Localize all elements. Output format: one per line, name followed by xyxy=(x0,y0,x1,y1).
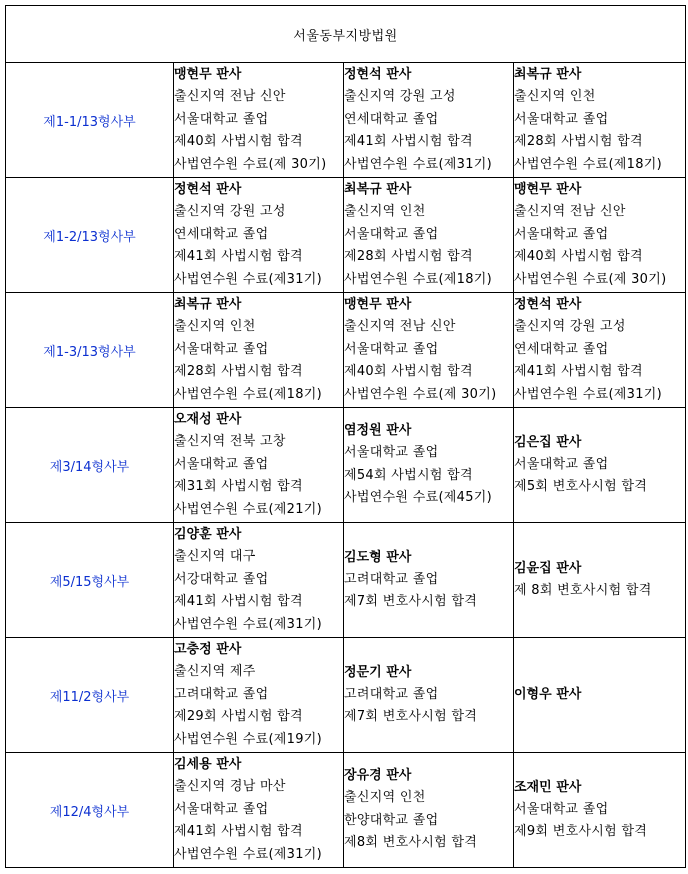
judge-detail-line: 사법연수원 수료(제 30기) xyxy=(344,386,497,402)
judge-detail-line: 사법연수원 수료(제31기) xyxy=(174,846,323,862)
division-label: 제1-1/13형사부 xyxy=(6,63,174,178)
judge-detail-line: 출신지역 대구 xyxy=(174,549,256,564)
judge-detail-line: 사법연수원 수료(제18기) xyxy=(514,156,663,172)
judge-cell xyxy=(174,638,344,753)
judge-detail-line: 제8회 변호사시험 합격 xyxy=(344,835,478,851)
judge-name: 맹현무 판사 xyxy=(174,67,242,82)
division-row xyxy=(6,293,686,408)
division-label: 제3/14형사부 xyxy=(6,408,174,523)
judge-detail-line: 제5회 변호사시험 합격 xyxy=(514,479,648,494)
judge-detail-line: 제41회 사법시험 합격 xyxy=(174,249,303,264)
judge-name: 최복규 판사 xyxy=(344,182,412,197)
judge-cell xyxy=(344,523,514,638)
judge-detail-line: 출신지역 인천 xyxy=(174,319,256,334)
judge-name: 고충정 판사 xyxy=(174,642,242,657)
judge-detail-line: 출신지역 전남 신안 xyxy=(344,319,456,334)
judge-detail-line: 사법연수원 수료(제45기) xyxy=(344,490,493,506)
judge-detail-line: 제41회 사법시험 합격 xyxy=(174,594,303,609)
judge-detail-line: 사법연수원 수료(제18기) xyxy=(344,271,493,287)
judge-detail-line: 사법연수원 수료(제19기) xyxy=(174,731,323,747)
judge-name: 염정원 판사 xyxy=(344,423,412,439)
judge-detail-line: 제9회 변호사시험 합격 xyxy=(514,824,648,839)
judge-detail-line: 서울대학교 졸업 xyxy=(344,226,439,242)
division-row xyxy=(6,753,686,868)
judge-cell xyxy=(174,63,344,178)
judge-detail-line: 연세대학교 졸업 xyxy=(174,226,269,242)
judge-name: 김윤집 판사 xyxy=(514,560,582,576)
judge-cell xyxy=(514,293,686,408)
judge-cell xyxy=(344,753,514,868)
judge-name: 최복규 판사 xyxy=(174,297,242,312)
judge-name: 이형우 판사 xyxy=(514,687,582,702)
division-row xyxy=(6,638,686,753)
judge-detail-line: 제 8회 변호사시험 합격 xyxy=(514,582,652,598)
judge-cell xyxy=(514,753,686,868)
judge-detail-line: 출신지역 전남 신안 xyxy=(174,89,286,104)
judge-name: 정현석 판사 xyxy=(514,297,582,312)
judge-detail-line: 사법연수원 수료(제31기) xyxy=(174,271,323,287)
judge-detail-line: 연세대학교 졸업 xyxy=(344,111,439,127)
judge-detail-line: 서울대학교 졸업 xyxy=(174,456,269,472)
judge-table xyxy=(5,5,686,868)
division-row xyxy=(6,63,686,178)
judge-detail-line: 출신지역 인천 xyxy=(514,89,596,104)
judge-detail-line: 서울대학교 졸업 xyxy=(514,226,609,242)
judge-name: 정현석 판사 xyxy=(174,182,242,197)
judge-detail-line: 서울대학교 졸업 xyxy=(514,456,609,472)
judge-detail-line: 출신지역 인천 xyxy=(344,790,426,806)
judge-detail-line: 서울대학교 졸업 xyxy=(344,445,439,461)
division-row xyxy=(6,178,686,293)
judge-name: 맹현무 판사 xyxy=(514,182,582,197)
judge-cell xyxy=(174,293,344,408)
court-title: 서울동부지방법원 xyxy=(6,6,686,63)
judge-name: 오재성 판사 xyxy=(174,412,242,427)
judge-cell xyxy=(344,293,514,408)
judge-detail-line: 제7회 변호사시험 합격 xyxy=(344,594,478,609)
division-row xyxy=(6,523,686,638)
judge-name: 장유경 판사 xyxy=(344,768,412,784)
judge-detail-line: 제7회 변호사시험 합격 xyxy=(344,709,478,724)
judge-detail-line: 서강대학교 졸업 xyxy=(174,571,269,587)
division-label: 제12/4형사부 xyxy=(6,753,174,868)
judge-cell xyxy=(514,523,686,638)
division-row xyxy=(6,408,686,523)
judge-detail-line: 사법연수원 수료(제18기) xyxy=(174,386,323,402)
judge-detail-line: 제28회 사법시험 합격 xyxy=(174,364,303,379)
judge-detail-line: 제54회 사법시험 합격 xyxy=(344,467,473,483)
judge-detail-line: 출신지역 제주 xyxy=(174,664,256,679)
judge-detail-line: 연세대학교 졸업 xyxy=(514,341,609,357)
judge-cell xyxy=(514,63,686,178)
judge-name: 정문기 판사 xyxy=(344,664,412,680)
judge-detail-line: 제40회 사법시험 합격 xyxy=(514,249,643,264)
judge-detail-line: 사법연수원 수료(제31기) xyxy=(174,616,323,632)
judge-assignment-sheet xyxy=(5,5,685,871)
judge-detail-line: 출신지역 경남 마산 xyxy=(174,779,286,794)
judge-cell xyxy=(344,638,514,753)
judge-cell xyxy=(174,178,344,293)
judge-detail-line: 제40회 사법시험 합격 xyxy=(174,134,303,149)
division-label: 제5/15형사부 xyxy=(6,523,174,638)
judge-detail-line: 제41회 사법시험 합격 xyxy=(174,824,303,839)
judge-detail-line: 제28회 사법시험 합격 xyxy=(344,249,473,264)
judge-cell xyxy=(174,523,344,638)
judge-detail-line: 사법연수원 수료(제 30기) xyxy=(174,156,327,172)
judge-detail-line: 사법연수원 수료(제31기) xyxy=(514,386,663,402)
judge-detail-line: 제31회 사법시험 합격 xyxy=(174,479,303,494)
judge-cell xyxy=(344,178,514,293)
division-label: 제11/2형사부 xyxy=(6,638,174,753)
judge-detail-line: 출신지역 인천 xyxy=(344,204,426,219)
judge-cell xyxy=(514,178,686,293)
judge-detail-line: 제28회 사법시험 합격 xyxy=(514,134,643,149)
judge-detail-line: 고려대학교 졸업 xyxy=(344,571,439,587)
judge-detail-line: 서울대학교 졸업 xyxy=(174,801,269,817)
judge-cell xyxy=(174,753,344,868)
judge-detail-line: 서울대학교 졸업 xyxy=(344,341,439,357)
division-label: 제1-3/13형사부 xyxy=(6,293,174,408)
judge-detail-line: 사법연수원 수료(제31기) xyxy=(344,156,493,172)
judge-detail-line: 사법연수원 수료(제21기) xyxy=(174,501,323,517)
judge-detail-line: 제41회 사법시험 합격 xyxy=(344,134,473,149)
judge-detail-line: 서울대학교 졸업 xyxy=(514,801,609,817)
judge-detail-line: 사법연수원 수료(제 30기) xyxy=(514,271,667,287)
judge-detail-line: 출신지역 강원 고성 xyxy=(514,319,626,334)
judge-cell xyxy=(344,63,514,178)
division-label: 제1-2/13형사부 xyxy=(6,178,174,293)
judge-detail-line: 서울대학교 졸업 xyxy=(174,111,269,127)
judge-name: 조재민 판사 xyxy=(514,779,582,795)
judge-detail-line: 제41회 사법시험 합격 xyxy=(514,364,643,379)
judge-name: 김세용 판사 xyxy=(174,757,242,772)
judge-detail-line: 제40회 사법시험 합격 xyxy=(344,364,473,379)
judge-name: 김은집 판사 xyxy=(514,434,582,450)
judge-name: 맹현무 판사 xyxy=(344,297,412,312)
judge-detail-line: 서울대학교 졸업 xyxy=(514,111,609,127)
judge-detail-line: 한양대학교 졸업 xyxy=(344,812,439,828)
judge-detail-line: 고려대학교 졸업 xyxy=(344,686,439,702)
judge-detail-line: 출신지역 강원 고성 xyxy=(344,89,456,104)
judge-detail-line: 출신지역 강원 고성 xyxy=(174,204,286,219)
judge-cell xyxy=(344,408,514,523)
judge-detail-line: 고려대학교 졸업 xyxy=(174,686,269,702)
judge-detail-line: 출신지역 전남 신안 xyxy=(514,204,626,219)
judge-detail-line: 제29회 사법시험 합격 xyxy=(174,709,303,724)
title-row xyxy=(6,6,686,63)
judge-name: 김도형 판사 xyxy=(344,549,412,565)
judge-cell xyxy=(514,408,686,523)
judge-detail-line: 서울대학교 졸업 xyxy=(174,341,269,357)
judge-name: 김양훈 판사 xyxy=(174,527,242,542)
judge-cell xyxy=(174,408,344,523)
judge-cell xyxy=(514,638,686,753)
judge-name: 최복규 판사 xyxy=(514,67,582,82)
judge-name: 정현석 판사 xyxy=(344,67,412,82)
judge-detail-line: 출신지역 전북 고창 xyxy=(174,434,286,449)
